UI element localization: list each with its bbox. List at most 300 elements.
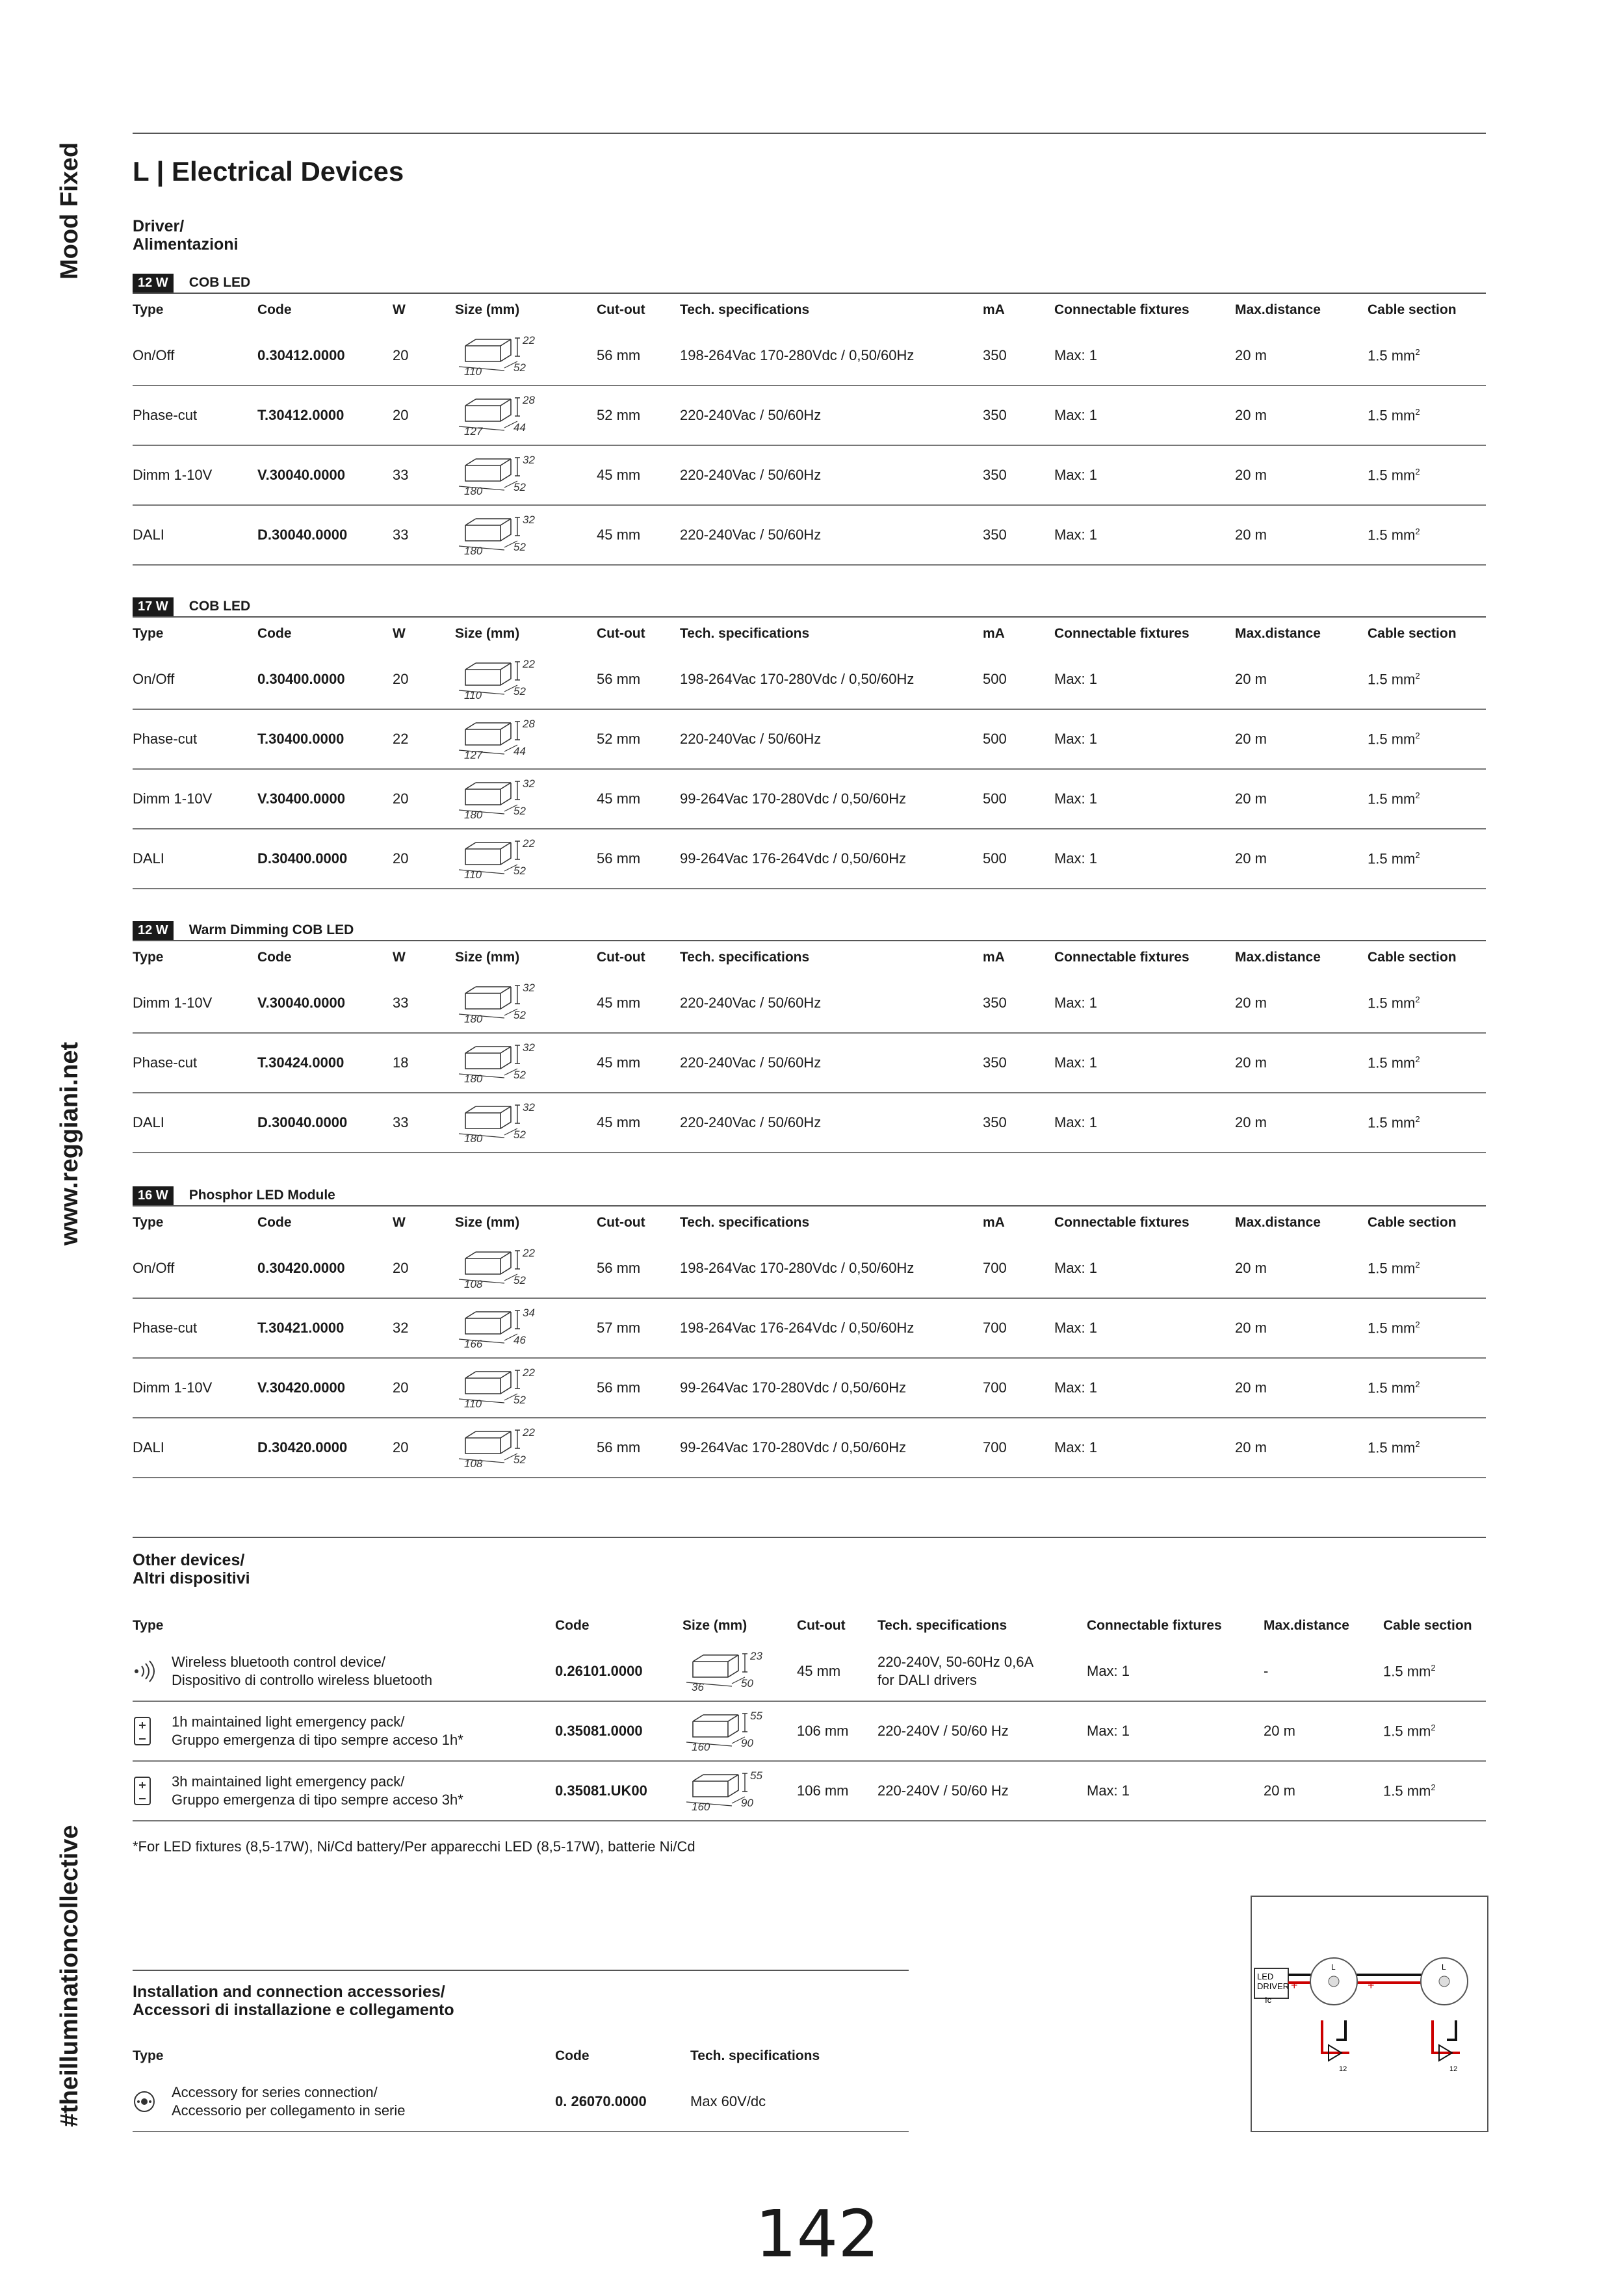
table-row (133, 1093, 1486, 1153)
col-maxd: Max.distance (1235, 626, 1321, 641)
install-type-en: Accessory for series connection/ (172, 2084, 378, 2100)
size-length: 180 (464, 485, 483, 497)
col-cut: Cut-out (597, 626, 645, 641)
other-row (133, 1642, 1486, 1702)
row-connectable: Max: 1 (1054, 527, 1098, 543)
size-length: 180 (464, 1132, 483, 1145)
size-length: 180 (464, 809, 483, 821)
row-watt: 20 (393, 347, 409, 363)
row-maxdistance: 20 m (1235, 850, 1267, 867)
row-maxdistance: 20 m (1235, 1439, 1267, 1455)
row-ma: 350 (983, 467, 1007, 483)
install-title-en: Installation and connection accessories/ (133, 1983, 445, 2001)
other-row-maxdistance: - (1264, 1663, 1269, 1679)
col-ma: mA (983, 950, 1005, 965)
size-length: 166 (464, 1338, 483, 1350)
row-cutout: 56 mm (597, 1439, 641, 1455)
size-height: 55 (750, 1769, 762, 1782)
row-ma: 350 (983, 527, 1007, 543)
size-length: 108 (464, 1278, 483, 1290)
top-rule (133, 133, 1486, 134)
col-size: Size (mm) (455, 626, 520, 641)
wattage-tag: 12 W (133, 921, 174, 940)
row-maxdistance: 20 m (1235, 1054, 1267, 1071)
bluetooth-icon (133, 1642, 159, 1701)
row-watt: 20 (393, 1260, 409, 1276)
wattage-tag: 17 W (133, 597, 174, 616)
size-length: 180 (464, 1013, 483, 1025)
size-height: 28 (523, 718, 535, 730)
row-type: Phase-cut (133, 1320, 198, 1336)
row-cable: 1.5 $mm^2$ (1368, 1054, 1420, 1071)
row-type: On/Off (133, 347, 175, 363)
col-code: Code (257, 302, 292, 317)
install-col-code: Code (555, 2048, 590, 2063)
size-length: 160 (692, 1801, 710, 1813)
row-ma: 350 (983, 407, 1007, 423)
row-code: D.30040.0000 (257, 527, 348, 543)
row-ma: 350 (983, 995, 1007, 1011)
diagram-driver-label: LED (1257, 1972, 1274, 1981)
row-cable: 1.5 $mm^2$ (1368, 526, 1420, 543)
row-cable: 1.5 $mm^2$ (1368, 1259, 1420, 1277)
diagram-l-2: L (1442, 1963, 1446, 1972)
row-cable: 1.5 $mm^2$ (1368, 850, 1420, 867)
size-length: 110 (464, 1398, 482, 1410)
col-size: Size (mm) (455, 1215, 520, 1230)
wiring-diagram-svg (1252, 1897, 1487, 2131)
col-type: Type (133, 626, 164, 641)
diagram-minus-2: - (1410, 1967, 1414, 1980)
col-tech: Tech. specifications (680, 1215, 810, 1230)
row-ma: 500 (983, 731, 1007, 747)
col-cable: Cable section (1368, 1215, 1457, 1230)
row-watt: 18 (393, 1054, 409, 1071)
row-maxdistance: 20 m (1235, 1320, 1267, 1336)
col-size: Size (mm) (455, 950, 520, 965)
col-code: Code (257, 626, 292, 641)
row-connectable: Max: 1 (1054, 850, 1098, 867)
col-maxd: Max.distance (1235, 950, 1321, 965)
row-type: DALI (133, 1439, 164, 1455)
size-drawing (682, 1702, 767, 1760)
row-ma: 500 (983, 671, 1007, 687)
row-code: V.30420.0000 (257, 1379, 345, 1396)
col-size: Size (mm) (455, 302, 520, 317)
other-header (133, 1610, 1486, 1642)
battery-icon (133, 1762, 152, 1820)
row-cutout: 45 mm (597, 467, 641, 483)
other-title-it: Altri dispositivi (133, 1569, 250, 1587)
row-watt: 20 (393, 671, 409, 687)
row-cable: 1.5 $mm^2$ (1368, 1319, 1420, 1337)
driver-subtitle-en: Driver/ (133, 217, 185, 235)
size-drawing (455, 650, 539, 709)
diagram-n-1: 12 (1339, 2065, 1347, 2073)
row-cable: 1.5 $mm^2$ (1368, 1439, 1420, 1456)
row-code: V.30040.0000 (257, 467, 345, 483)
row-code: T.30412.0000 (257, 407, 344, 423)
size-width: 52 (513, 865, 526, 877)
install-table (133, 2040, 909, 2132)
row-tech: 220-240Vac / 50/60Hz (680, 407, 822, 423)
col-conn: Connectable fixtures (1054, 1215, 1189, 1230)
diagram-ic-label: Ic (1265, 1995, 1272, 2005)
col-cable: Cable section (1368, 950, 1457, 965)
other-row-maxdistance: 20 m (1264, 1782, 1295, 1799)
row-ma: 350 (983, 1114, 1007, 1130)
row-connectable: Max: 1 (1054, 731, 1098, 747)
row-type: Phase-cut (133, 1054, 198, 1071)
size-width: 52 (513, 541, 526, 553)
other-col-cut: Cut-out (797, 1618, 846, 1633)
size-height: 22 (523, 658, 535, 670)
install-rule (133, 1970, 909, 1971)
battery-icon (133, 1702, 152, 1760)
size-drawing (455, 446, 539, 504)
row-connectable: Max: 1 (1054, 467, 1098, 483)
row-code: 0.30400.0000 (257, 671, 345, 687)
row-watt: 33 (393, 467, 409, 483)
row-tech: 99-264Vac 170-280Vdc / 0,50/60Hz (680, 1439, 907, 1455)
row-ma: 700 (983, 1379, 1007, 1396)
size-height: 22 (523, 1426, 535, 1439)
driver-section (133, 273, 1486, 566)
size-drawing (455, 829, 539, 888)
table-row (133, 1299, 1486, 1359)
col-cut: Cut-out (597, 302, 645, 317)
col-type: Type (133, 1215, 164, 1230)
driver-subtitle (133, 217, 239, 254)
row-code: T.30424.0000 (257, 1054, 344, 1071)
row-maxdistance: 20 m (1235, 347, 1267, 363)
col-conn: Connectable fixtures (1054, 626, 1189, 641)
other-row-tech: 220-240V, 50-60Hz 0,6A for DALI drivers (877, 1654, 1034, 1688)
other-row-type: Wireless bluetooth control device/ Dispositivo di controllo wireless bluetooth (172, 1654, 433, 1688)
other-row-connectable: Max: 1 (1087, 1663, 1130, 1679)
row-type: On/Off (133, 1260, 175, 1276)
side-label-website[interactable]: www.reggiani.net (56, 1041, 83, 1246)
row-connectable: Max: 1 (1054, 995, 1098, 1011)
col-code: Code (257, 950, 292, 965)
col-cut: Cut-out (597, 1215, 645, 1230)
row-cutout: 57 mm (597, 1320, 641, 1336)
side-label-mood-fixed: Mood Fixed (56, 142, 83, 280)
size-width: 52 (513, 361, 526, 374)
col-ma: mA (983, 302, 1005, 317)
other-row (133, 1702, 1486, 1762)
table-row (133, 650, 1486, 710)
row-ma: 350 (983, 347, 1007, 363)
install-header-row (133, 2040, 909, 2072)
size-width: 52 (513, 1069, 526, 1081)
install-row (133, 2072, 909, 2132)
size-width: 52 (513, 1009, 526, 1021)
row-cutout: 45 mm (597, 1114, 641, 1130)
row-watt: 20 (393, 1379, 409, 1396)
row-cutout: 56 mm (597, 347, 641, 363)
side-label-hashtag: #theilluminationcollective (56, 1825, 83, 2127)
row-maxdistance: 20 m (1235, 790, 1267, 807)
col-cut: Cut-out (597, 950, 645, 965)
col-ma: mA (983, 1215, 1005, 1230)
row-watt: 33 (393, 1114, 409, 1130)
size-width: 50 (741, 1677, 753, 1689)
row-connectable: Max: 1 (1054, 1320, 1098, 1336)
section-header (133, 273, 1486, 294)
size-length: 110 (464, 689, 482, 701)
row-code: T.30400.0000 (257, 731, 344, 747)
driver-section (133, 1186, 1486, 1478)
size-length: 110 (464, 365, 482, 378)
size-length: 180 (464, 545, 483, 557)
col-ma: mA (983, 626, 1005, 641)
size-length: 108 (464, 1457, 483, 1470)
other-col-code: Code (555, 1618, 590, 1633)
other-devices-title (133, 1551, 250, 1587)
row-code: 0.30420.0000 (257, 1260, 345, 1276)
driver-section (133, 597, 1486, 889)
table-header (133, 294, 1486, 326)
table-row (133, 770, 1486, 829)
row-cable: 1.5 $mm^2$ (1368, 406, 1420, 424)
row-type: Phase-cut (133, 407, 198, 423)
row-connectable: Max: 1 (1054, 407, 1098, 423)
row-maxdistance: 20 m (1235, 731, 1267, 747)
row-watt: 32 (393, 1320, 409, 1336)
row-code: V.30040.0000 (257, 995, 345, 1011)
row-maxdistance: 20 m (1235, 1114, 1267, 1130)
size-height: 32 (523, 982, 535, 994)
row-watt: 22 (393, 731, 409, 747)
row-tech: 220-240Vac / 50/60Hz (680, 731, 822, 747)
size-height: 32 (523, 1101, 535, 1114)
row-type: Dimm 1-10V (133, 1379, 213, 1396)
size-drawing (455, 1239, 539, 1298)
row-connectable: Max: 1 (1054, 1439, 1098, 1455)
other-row-code: 0.26101.0000 (555, 1663, 643, 1679)
row-cable: 1.5 $mm^2$ (1368, 346, 1420, 364)
row-cutout: 56 mm (597, 850, 641, 867)
row-watt: 20 (393, 407, 409, 423)
wattage-tag: 12 W (133, 274, 174, 293)
row-cutout: 45 mm (597, 1054, 641, 1071)
row-cutout: 52 mm (597, 407, 641, 423)
install-row-code: 0. 26070.0000 (555, 2093, 647, 2109)
table-header (133, 941, 1486, 974)
size-height: 32 (523, 1041, 535, 1054)
row-code: D.30400.0000 (257, 850, 348, 867)
section-name: COB LED (188, 275, 251, 290)
install-type-it: Accessorio per collegamento in serie (172, 2102, 406, 2119)
table-row (133, 1034, 1486, 1093)
other-row-cable: 1.5 $mm^2$ (1383, 1782, 1436, 1799)
row-maxdistance: 20 m (1235, 467, 1267, 483)
other-row-code: 0.35081.UK00 (555, 1782, 647, 1799)
row-type: On/Off (133, 671, 175, 687)
other-row-cutout: 45 mm (797, 1663, 841, 1679)
diagram-plus-2: + (1368, 1979, 1375, 1992)
size-height: 32 (523, 777, 535, 790)
size-height: 32 (523, 454, 535, 466)
row-tech: 198-264Vac 170-280Vdc / 0,50/60Hz (680, 671, 915, 687)
table-header (133, 1207, 1486, 1239)
row-tech: 198-264Vac 170-280Vdc / 0,50/60Hz (680, 1260, 915, 1276)
row-cutout: 56 mm (597, 1260, 641, 1276)
col-type: Type (133, 302, 164, 317)
section-header (133, 920, 1486, 941)
table-row (133, 1418, 1486, 1478)
row-cable: 1.5 $mm^2$ (1368, 1379, 1420, 1396)
size-drawing (455, 1034, 539, 1092)
row-type: DALI (133, 850, 164, 867)
row-watt: 20 (393, 850, 409, 867)
col-type: Type (133, 950, 164, 965)
table-row (133, 829, 1486, 889)
size-height: 22 (523, 334, 535, 346)
other-row-cutout: 106 mm (797, 1782, 849, 1799)
row-tech: 220-240Vac / 50/60Hz (680, 1114, 822, 1130)
row-watt: 20 (393, 790, 409, 807)
diagram-plus-1: + (1291, 1979, 1298, 1992)
size-width: 44 (513, 745, 526, 757)
table-row (133, 710, 1486, 770)
series-connector-icon (133, 2072, 156, 2131)
driver-section (133, 920, 1486, 1153)
size-width: 52 (513, 481, 526, 493)
footnote: *For LED fixtures (8,5-17W), Ni/Cd battery/Per apparecchi LED (8,5-17W), batterie Ni/Cd (133, 1838, 695, 1855)
col-w: W (393, 950, 406, 965)
row-code: V.30400.0000 (257, 790, 345, 807)
diagram-l-1: L (1331, 1963, 1336, 1972)
series-connection-diagram (1251, 1896, 1488, 2132)
size-drawing (455, 1359, 539, 1417)
size-width: 46 (513, 1334, 526, 1346)
row-ma: 700 (983, 1439, 1007, 1455)
row-cutout: 56 mm (597, 671, 641, 687)
other-row-maxdistance: 20 m (1264, 1723, 1295, 1739)
row-tech: 220-240Vac / 50/60Hz (680, 995, 822, 1011)
other-row (133, 1762, 1486, 1821)
row-cable: 1.5 $mm^2$ (1368, 466, 1420, 484)
size-width: 52 (513, 805, 526, 817)
row-tech: 220-240Vac / 50/60Hz (680, 527, 822, 543)
row-cable: 1.5 $mm^2$ (1368, 670, 1420, 688)
row-maxdistance: 20 m (1235, 1379, 1267, 1396)
row-ma: 700 (983, 1260, 1007, 1276)
section-name: COB LED (188, 599, 251, 614)
size-height: 55 (750, 1710, 762, 1722)
row-type: DALI (133, 1114, 164, 1130)
row-tech: 99-264Vac 170-280Vdc / 0,50/60Hz (680, 790, 907, 807)
col-cable: Cable section (1368, 626, 1457, 641)
size-drawing (455, 1093, 539, 1152)
row-watt: 33 (393, 527, 409, 543)
row-tech: 220-240Vac / 50/60Hz (680, 1054, 822, 1071)
size-height: 23 (750, 1650, 762, 1662)
size-length: 36 (692, 1681, 704, 1693)
other-col-size: Size (mm) (682, 1618, 747, 1633)
row-tech: 198-264Vac 176-264Vdc / 0,50/60Hz (680, 1320, 915, 1336)
row-connectable: Max: 1 (1054, 671, 1098, 687)
col-tech: Tech. specifications (680, 950, 810, 965)
other-devices-table (133, 1610, 1486, 1821)
row-maxdistance: 20 m (1235, 527, 1267, 543)
row-tech: 99-264Vac 170-280Vdc / 0,50/60Hz (680, 1379, 907, 1396)
section-header (133, 1186, 1486, 1207)
size-width: 52 (513, 685, 526, 698)
size-length: 127 (464, 749, 483, 761)
other-col-conn: Connectable fixtures (1087, 1618, 1222, 1633)
size-width: 52 (513, 1128, 526, 1141)
other-col-type: Type (133, 1618, 164, 1633)
install-title (133, 1983, 454, 2019)
wattage-tag: 16 W (133, 1186, 174, 1205)
install-row-tech: Max 60V/dc (690, 2093, 766, 2109)
row-code: D.30420.0000 (257, 1439, 348, 1455)
diagram-driver-label-2: DRIVER (1257, 1981, 1290, 1991)
size-drawing (455, 506, 539, 564)
page-title: L | Electrical Devices (133, 156, 404, 187)
other-rule (133, 1537, 1486, 1538)
row-watt: 33 (393, 995, 409, 1011)
row-cutout: 45 mm (597, 790, 641, 807)
size-height: 28 (523, 394, 535, 406)
row-maxdistance: 20 m (1235, 995, 1267, 1011)
row-cutout: 56 mm (597, 1379, 641, 1396)
install-col-type: Type (133, 2048, 164, 2063)
row-type: Phase-cut (133, 731, 198, 747)
size-width: 90 (741, 1737, 753, 1749)
row-type: Dimm 1-10V (133, 790, 213, 807)
row-connectable: Max: 1 (1054, 1379, 1098, 1396)
col-maxd: Max.distance (1235, 302, 1321, 317)
size-length: 110 (464, 868, 482, 881)
table-row (133, 1359, 1486, 1418)
size-width: 44 (513, 421, 526, 434)
size-width: 52 (513, 1454, 526, 1466)
size-length: 127 (464, 425, 483, 437)
row-type: Dimm 1-10V (133, 467, 213, 483)
row-cable: 1.5 $mm^2$ (1368, 1114, 1420, 1131)
table-row (133, 386, 1486, 446)
section-header (133, 597, 1486, 618)
row-cable: 1.5 $mm^2$ (1368, 994, 1420, 1011)
size-width: 90 (741, 1797, 753, 1809)
other-row-code: 0.35081.0000 (555, 1723, 643, 1739)
col-w: W (393, 626, 406, 641)
size-drawing (455, 386, 539, 445)
row-tech: 198-264Vac 170-280Vdc / 0,50/60Hz (680, 347, 915, 363)
other-col-tech: Tech. specifications (877, 1618, 1007, 1633)
diagram-minus-1: - (1300, 1967, 1304, 1980)
install-col-tech: Tech. specifications (690, 2048, 820, 2063)
col-tech: Tech. specifications (680, 626, 810, 641)
row-maxdistance: 20 m (1235, 671, 1267, 687)
size-height: 34 (523, 1307, 535, 1319)
size-length: 160 (692, 1741, 710, 1753)
size-drawing (455, 326, 539, 385)
size-width: 52 (513, 1394, 526, 1406)
table-row (133, 974, 1486, 1034)
install-row-type (172, 2072, 406, 2131)
section-name: Warm Dimming COB LED (188, 922, 354, 937)
row-cutout: 45 mm (597, 995, 641, 1011)
size-drawing (455, 974, 539, 1032)
table-header (133, 618, 1486, 650)
other-row-cutout: 106 mm (797, 1723, 849, 1739)
other-row-cable: 1.5 $mm^2$ (1383, 1662, 1436, 1680)
